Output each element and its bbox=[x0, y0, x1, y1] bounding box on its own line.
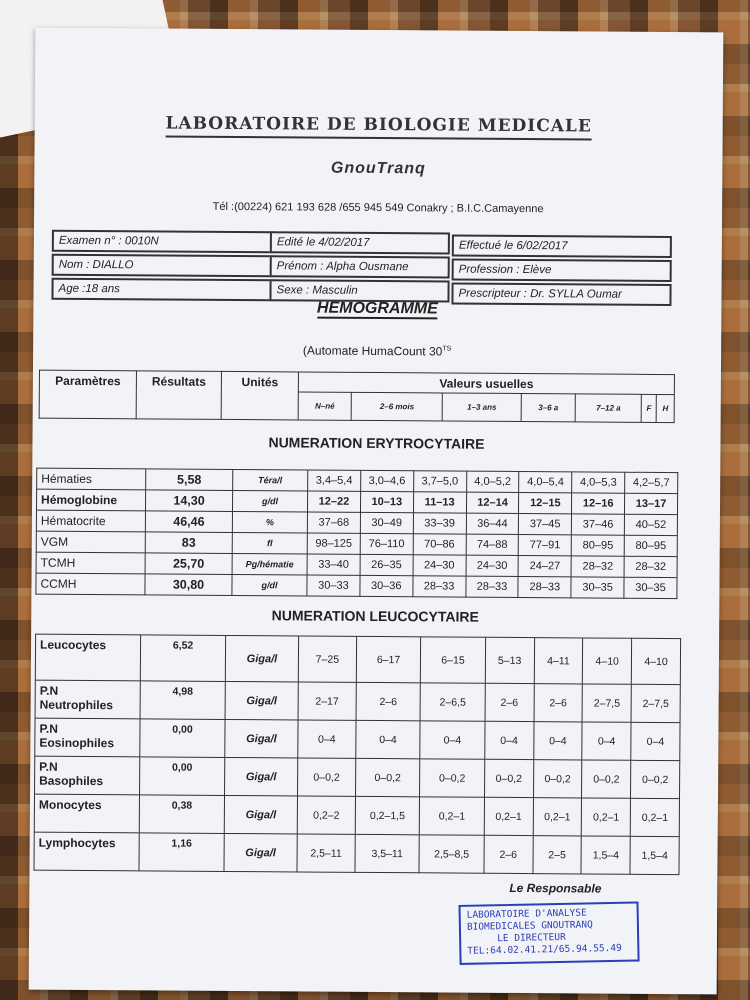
param-name: Leucocytes bbox=[35, 634, 140, 681]
param-name: Hémoglobine bbox=[36, 489, 145, 511]
table-row bbox=[35, 718, 680, 761]
range-value: 12–14 bbox=[466, 492, 519, 513]
range-value: 0,2–2 bbox=[297, 796, 355, 834]
range-value: 6–17 bbox=[356, 636, 421, 682]
range-value: 0,2–1 bbox=[630, 798, 679, 836]
range-value: 36–44 bbox=[466, 513, 519, 534]
range-value: 0–4 bbox=[533, 722, 582, 760]
range-value: 0–4 bbox=[631, 722, 680, 760]
table-row bbox=[35, 680, 680, 723]
range-value: 3,0–4,6 bbox=[361, 470, 414, 491]
age-col: 2–6 mois bbox=[351, 392, 442, 421]
range-value: 2,5–11 bbox=[297, 834, 355, 872]
range-value: 0–4 bbox=[485, 721, 534, 759]
unit-value: Giga/l bbox=[225, 719, 298, 758]
col-unites: Unités bbox=[221, 371, 298, 420]
range-value: 2–6 bbox=[485, 683, 534, 721]
range-value: 4,0–5,2 bbox=[466, 471, 519, 492]
age-col: 1–3 ans bbox=[442, 393, 521, 422]
range-value: 80–95 bbox=[571, 535, 624, 556]
table-row bbox=[35, 634, 680, 685]
result-value: 14,30 bbox=[145, 490, 232, 512]
range-value: 76–110 bbox=[360, 533, 413, 554]
range-value: 2–6 bbox=[484, 835, 533, 873]
age-col: 3–6 a bbox=[521, 394, 576, 422]
range-value: 0–0,2 bbox=[631, 760, 680, 798]
lab-brand: GnouTranq bbox=[330, 159, 426, 178]
responsable-label: Le Responsable bbox=[509, 880, 602, 896]
range-value: 37–68 bbox=[307, 512, 360, 533]
range-value: 0–0,2 bbox=[355, 758, 420, 796]
range-value: 0–0,2 bbox=[582, 760, 631, 798]
unit-value: fl bbox=[232, 532, 307, 554]
table-row bbox=[35, 756, 680, 799]
range-value: 70–86 bbox=[413, 534, 466, 555]
table-row bbox=[34, 832, 679, 875]
range-value: 2–7,5 bbox=[631, 684, 680, 722]
unit-value: Giga/l bbox=[224, 833, 297, 872]
range-value: 33–39 bbox=[413, 513, 466, 534]
range-value: 13–17 bbox=[625, 493, 678, 514]
patient-firstname: Prénom : Alpha Ousmane bbox=[270, 255, 450, 278]
result-value: 25,70 bbox=[145, 553, 232, 575]
range-value: 4,0–5,3 bbox=[572, 472, 625, 493]
range-value: 7–25 bbox=[298, 636, 356, 682]
range-value: 28–33 bbox=[465, 576, 518, 597]
range-value: 30–36 bbox=[360, 575, 413, 596]
range-value: 98–125 bbox=[307, 533, 360, 554]
param-name: Lymphocytes bbox=[34, 832, 139, 871]
param-name: P.N Neutrophiles bbox=[35, 680, 140, 719]
param-name: Hématies bbox=[37, 468, 146, 490]
range-value: 24–30 bbox=[413, 555, 466, 576]
range-value: 4–11 bbox=[534, 638, 583, 684]
range-value: 30–49 bbox=[360, 512, 413, 533]
prescriber: Prescripteur : Dr. SYLLA Oumar bbox=[451, 283, 671, 307]
result-value: 6,52 bbox=[140, 635, 225, 682]
range-value: 0–0,2 bbox=[420, 759, 485, 797]
table-row bbox=[36, 573, 677, 598]
range-value: 30–35 bbox=[571, 577, 624, 598]
range-value: 3,5–11 bbox=[355, 834, 420, 872]
age-col: N–né bbox=[298, 392, 351, 420]
unit-value: Giga/l bbox=[225, 757, 298, 796]
range-value: 24–30 bbox=[466, 555, 519, 576]
unit-value: Giga/l bbox=[224, 795, 297, 834]
range-value: 12–15 bbox=[519, 492, 572, 513]
range-value: 0,2–1 bbox=[484, 797, 533, 835]
unit-value: g/dl bbox=[232, 490, 307, 512]
result-value: 0,00 bbox=[140, 719, 225, 758]
age-col: F bbox=[641, 394, 656, 422]
range-value: 0–4 bbox=[356, 720, 421, 758]
range-value: 0–4 bbox=[298, 720, 356, 758]
result-value: 83 bbox=[145, 532, 232, 554]
range-value: 0,2–1 bbox=[420, 797, 485, 835]
range-value: 2–6,5 bbox=[420, 683, 485, 721]
done-date: Effectué le 6/02/2017 bbox=[452, 235, 672, 259]
age-col: H bbox=[656, 394, 674, 422]
unit-value: % bbox=[232, 511, 307, 533]
result-value: 46,46 bbox=[145, 511, 232, 533]
range-value: 1,5–4 bbox=[630, 836, 679, 874]
unit-value: Pg/hématie bbox=[232, 553, 307, 575]
range-value: 0–4 bbox=[420, 721, 485, 759]
param-name: Hématocrite bbox=[36, 510, 145, 532]
range-value: 37–46 bbox=[572, 514, 625, 535]
unit-value: Giga/l bbox=[225, 635, 298, 682]
automate-note: (Automate HumaCount $30^{TS}$ bbox=[302, 343, 452, 359]
range-value: 40–52 bbox=[624, 514, 677, 535]
param-name: TCMH bbox=[36, 552, 145, 574]
range-value: 0–0,2 bbox=[533, 760, 582, 798]
result-value: 5,58 bbox=[146, 469, 233, 491]
range-value: 0,2–1 bbox=[582, 798, 631, 836]
leuco-table bbox=[33, 634, 681, 876]
col-resultats: Résultats bbox=[136, 371, 221, 420]
col-valeurs: Valeurs usuelles bbox=[298, 372, 674, 395]
param-name: P.N Basophiles bbox=[35, 756, 140, 795]
range-value: 0–4 bbox=[582, 722, 631, 760]
range-value: 0–0,2 bbox=[298, 758, 356, 796]
range-value: 2,5–8,5 bbox=[419, 835, 484, 873]
range-value: 3,4–5,4 bbox=[308, 470, 361, 491]
param-name: CCMH bbox=[36, 573, 145, 595]
params-header-table bbox=[39, 370, 675, 423]
range-value: 3,7–5,0 bbox=[413, 471, 466, 492]
range-value: 24–27 bbox=[518, 555, 571, 576]
range-value: 26–35 bbox=[360, 554, 413, 575]
range-value: 4–10 bbox=[631, 638, 680, 684]
range-value: 5–13 bbox=[485, 637, 534, 683]
result-value: 0,38 bbox=[139, 795, 224, 834]
table-row bbox=[34, 794, 679, 837]
erythro-table bbox=[35, 468, 678, 599]
range-value: 2–6 bbox=[356, 682, 421, 720]
range-value: 28–32 bbox=[624, 556, 677, 577]
col-parametres: Paramètres bbox=[39, 370, 136, 419]
range-value: 4,0–5,4 bbox=[519, 471, 572, 492]
range-value: 12–16 bbox=[572, 493, 625, 514]
erythro-title: NUMERATION ERYTROCYTAIRE bbox=[268, 434, 485, 452]
unit-value: Téra/l bbox=[233, 469, 308, 491]
age-col: 7–12 a bbox=[575, 394, 641, 422]
range-value: 2–5 bbox=[533, 836, 582, 874]
patient-profession: Profession : Elève bbox=[452, 259, 672, 283]
range-value: 4–10 bbox=[583, 638, 632, 684]
range-value: 28–32 bbox=[571, 556, 624, 577]
result-value: 1,16 bbox=[139, 833, 224, 872]
range-value: 0,2–1 bbox=[533, 798, 582, 836]
range-value: 0,2–1,5 bbox=[355, 796, 420, 834]
range-value: 30–33 bbox=[307, 575, 360, 596]
lab-stamp: LABORATOIRE D'ANALYSE BIOMEDICALES GNOUTRANQ LE DIRECTEUR TEL:64.02.41.21/65.94.55.49 bbox=[458, 901, 639, 964]
lab-title: LABORATOIRE DE BIOLOGIE MEDICALE bbox=[35, 113, 723, 138]
unit-value: Giga/l bbox=[225, 681, 298, 720]
param-name: VGM bbox=[36, 531, 145, 553]
hemogram-title: HEMOGRAMME bbox=[316, 299, 438, 318]
range-value: 2–6 bbox=[534, 684, 583, 722]
lab-contact: Tél :(00224) 621 193 628 /655 945 549 Conakry ; B.I.C.Camayenne bbox=[212, 200, 544, 216]
result-value: 4,98 bbox=[140, 681, 225, 720]
range-value: 77–91 bbox=[519, 534, 572, 555]
lab-report-sheet bbox=[29, 28, 724, 995]
param-name: Monocytes bbox=[34, 794, 139, 833]
range-value: 4,2–5,7 bbox=[625, 472, 678, 493]
range-value: 0–0,2 bbox=[484, 759, 533, 797]
patient-name: Nom : DIALLO bbox=[52, 254, 274, 278]
range-value: 37–45 bbox=[519, 513, 572, 534]
exam-number: Examen n° : 0010N bbox=[52, 230, 274, 254]
range-value: 11–13 bbox=[413, 492, 466, 513]
edit-date: Edité le 4/02/2017 bbox=[270, 231, 450, 254]
range-value: 80–95 bbox=[624, 535, 677, 556]
patient-age: Age :18 ans bbox=[51, 278, 273, 302]
range-value: 33–40 bbox=[307, 554, 360, 575]
range-value: 2–7,5 bbox=[582, 684, 631, 722]
range-value: 12–22 bbox=[307, 491, 360, 512]
result-value: 0,00 bbox=[140, 757, 225, 796]
range-value: 6–15 bbox=[421, 637, 486, 683]
range-value: 10–13 bbox=[360, 491, 413, 512]
unit-value: g/dl bbox=[232, 574, 307, 596]
range-value: 28–33 bbox=[518, 576, 571, 597]
param-name: P.N Eosinophiles bbox=[35, 718, 140, 757]
leuco-title: NUMERATION LEUCOCYTAIRE bbox=[271, 607, 479, 625]
range-value: 74–88 bbox=[466, 534, 519, 555]
range-value: 1,5–4 bbox=[581, 836, 630, 874]
range-value: 28–33 bbox=[413, 576, 466, 597]
range-value: 2–17 bbox=[298, 682, 356, 720]
range-value: 30–35 bbox=[624, 577, 677, 598]
result-value: 30,80 bbox=[145, 574, 232, 596]
patient-sex: Sexe : Masculin bbox=[269, 279, 449, 302]
